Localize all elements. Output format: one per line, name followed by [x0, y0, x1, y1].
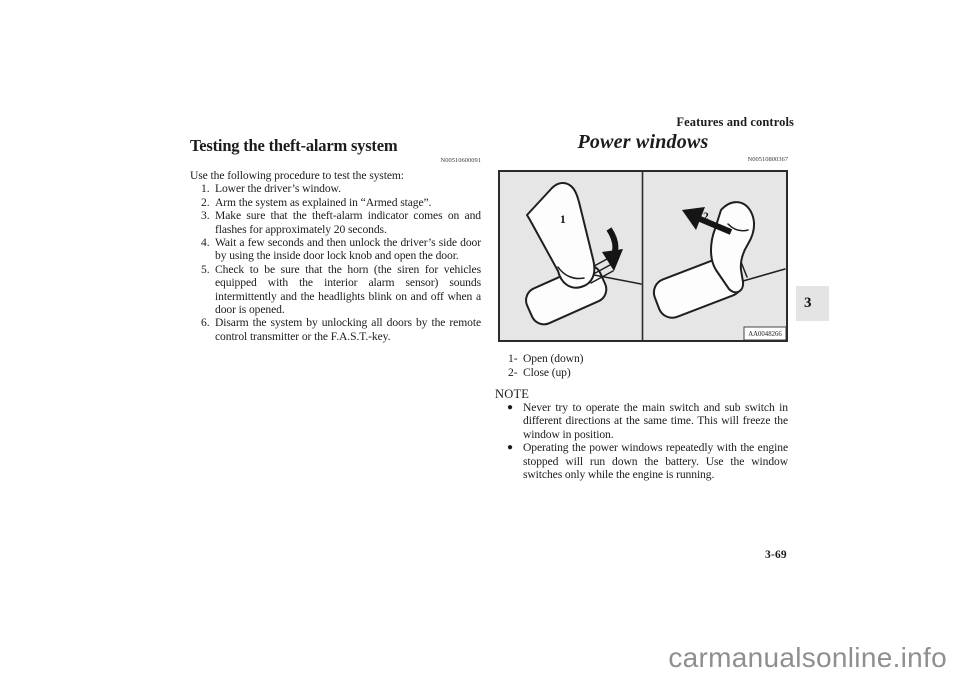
intro-text: Use the following procedure to test the system: — [190, 169, 404, 182]
page-number: 3-69 — [765, 549, 787, 561]
note-item — [498, 441, 788, 481]
list-item — [190, 316, 481, 343]
note-text: Operating the power windows repeatedly with the engine stopped will run down the battery. Use the window switches only while the engine is running. — [523, 441, 788, 482]
panel-press-down — [522, 183, 641, 328]
step-text: Wait a few seconds and then unlock the driver’s side door by using the inside door lock knob and open the door. — [215, 236, 481, 263]
list-item — [190, 196, 481, 209]
legend-text: Open (down) — [523, 352, 584, 365]
step-text: Lower the driver’s window. — [215, 182, 341, 196]
step-number: 2. — [201, 195, 210, 209]
numbered-step-list — [190, 182, 481, 343]
image-code: AA0048266 — [748, 331, 782, 338]
note-list — [498, 401, 788, 481]
bullet-icon: ● — [507, 402, 513, 413]
panel-pull-up — [650, 202, 785, 322]
section-heading-power-windows: Power windows — [577, 131, 709, 153]
step-number: 5. — [201, 262, 210, 276]
legend-number: 2- — [508, 365, 518, 379]
switch-operation-illustration — [500, 172, 786, 340]
note-item — [498, 401, 788, 441]
list-item — [190, 236, 481, 263]
section-heading-theft-alarm: Testing the theft-alarm system — [190, 136, 398, 155]
section-theft-alarm-test — [190, 136, 481, 343]
step-text: Disarm the system by unlocking all doors by the remote control transmitter or the F.A.S.T.-key. — [215, 316, 481, 343]
step-number: 6. — [201, 316, 210, 330]
list-item — [190, 263, 481, 317]
power-window-switch-figure — [498, 170, 788, 342]
step-number: 1. — [201, 182, 210, 196]
list-item — [190, 209, 481, 236]
list-item — [190, 182, 481, 195]
legend-number: 1- — [508, 352, 518, 365]
door-panel-edge — [743, 269, 785, 281]
bullet-icon: ● — [507, 442, 513, 454]
note-heading: NOTE — [495, 387, 530, 401]
figure-legend — [498, 352, 788, 379]
note-text: Never try to operate the main switch and sub switch in different directions at the same time. This will freeze the window in position. — [523, 401, 788, 441]
figure-label-2: 2 — [703, 211, 709, 223]
step-number: 3. — [201, 209, 210, 223]
reference-code-right: N00510800367 — [747, 156, 788, 163]
legend-item — [508, 366, 788, 380]
figure-label-1: 1 — [560, 214, 566, 226]
legend-item — [508, 352, 788, 366]
step-number: 4. — [201, 236, 210, 250]
watermark: carmanualsonline.info — [668, 642, 947, 673]
section-power-windows — [495, 131, 788, 482]
finger-pressing — [527, 183, 594, 288]
legend-text: Close (up) — [523, 365, 571, 379]
chapter-tab: 3 — [796, 286, 829, 321]
running-header: Features and controls — [676, 115, 794, 129]
step-text: Make sure that the theft-alarm indicator comes on and flashes for approximately 20 seconds. — [215, 209, 481, 236]
step-text: Arm the system as explained in “Armed stage”. — [215, 195, 432, 209]
reference-code-left: N00510600091 — [440, 157, 481, 164]
step-text: Check to be sure that the horn (the siren for vehicles equipped with the interior alarm sensor) sounds intermittently and the headlights blink on and off when a door is opened. — [215, 262, 481, 317]
